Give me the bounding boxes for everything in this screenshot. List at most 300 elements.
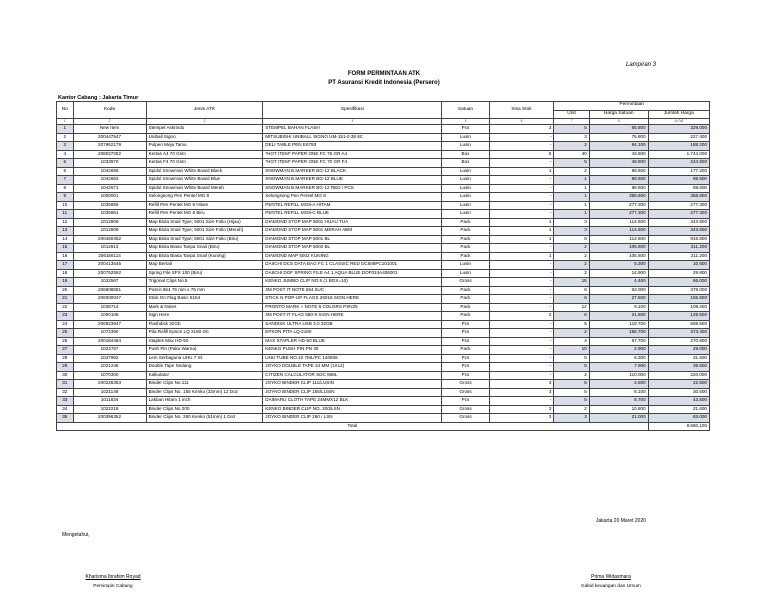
row-satuan: Lusin <box>442 193 489 202</box>
row-jenis-atk: Push Pin (Paku Warna) <box>146 346 263 355</box>
row-kode: 200413545 <box>73 261 146 270</box>
row-number: 15 <box>57 244 74 253</box>
table-row <box>57 405 710 414</box>
total-label: Total <box>57 422 649 430</box>
row-harga-satuan: 114.600 <box>589 218 648 227</box>
row-jumlah-harga: 177.200 <box>648 167 709 176</box>
row-sisa-stok: - <box>489 354 554 363</box>
row-jumlah-harga: 378.000 <box>648 286 709 295</box>
row-harga-satuan: 9.100 <box>589 303 648 312</box>
row-satuan: Pack <box>442 312 489 321</box>
row-sisa-stok: - <box>489 320 554 329</box>
row-kode: 1021148 <box>73 388 146 397</box>
row-kode: 1021246 <box>73 363 146 372</box>
row-number: 13 <box>57 227 74 236</box>
row-sisa-stok: - <box>489 184 554 193</box>
table-row <box>57 201 710 210</box>
table-row <box>57 303 710 312</box>
row-unit: 2 <box>554 329 589 338</box>
row-number: 11 <box>57 210 74 219</box>
row-number: 26 <box>57 337 74 346</box>
row-satuan: Lusin <box>442 184 489 193</box>
row-jenis-atk: Selongsong Pen Pentel MG 8 <box>146 193 263 202</box>
row-number: 18 <box>57 269 74 278</box>
row-sisa-stok: - <box>489 269 554 278</box>
header-satuan: Satuan <box>442 102 489 119</box>
branch-office-label: Kantor Cabang : Jakarta Timur <box>58 95 139 101</box>
row-number: 27 <box>57 346 74 355</box>
row-harga-satuan: 105.600 <box>589 244 648 253</box>
row-jumlah-harga: 270.800 <box>648 337 709 346</box>
table-row <box>57 337 710 346</box>
row-spesifikasi: STICK N POP-UP FLAGS 26016 SIGN HERE <box>263 295 442 304</box>
row-spesifikasi: UHU TUBE NO.10 7ML/PC 140806 <box>263 354 442 363</box>
row-kode: 1042659 <box>73 167 146 176</box>
row-unit: 6 <box>554 312 589 321</box>
row-satuan: Pack <box>442 346 489 355</box>
col-number: 3 <box>146 119 263 125</box>
row-harga-satuan: 110.000 <box>589 371 648 380</box>
row-jumlah-harga: 220.000 <box>648 371 709 380</box>
row-harga-satuan: 277.300 <box>589 210 648 219</box>
lampiran-label: Lampiran 3 <box>626 62 657 68</box>
row-jenis-atk: Stempel Askrindo <box>146 125 263 134</box>
row-unit: 40 <box>554 150 589 159</box>
row-sisa-stok: - <box>489 397 554 406</box>
row-spesifikasi: DAIICHI DCS DATA BAG FC 1 CLASSIC RED DC508PC101001 <box>263 261 442 270</box>
row-harga-satuan: 277.300 <box>589 201 648 210</box>
row-number: 21 <box>57 295 74 304</box>
row-spesifikasi: DAIMARU CLOTH TAPE 24MMX12 BLK <box>263 397 442 406</box>
request-table <box>56 101 710 431</box>
row-jumlah-harga: 343.800 <box>648 218 709 227</box>
row-harga-satuan: 105.600 <box>589 252 648 261</box>
row-sisa-stok: 1 <box>489 235 554 244</box>
row-harga-satuan: 48.900 <box>589 159 648 168</box>
row-jumlah-harga: 373.400 <box>648 329 709 338</box>
row-number: 4 <box>57 150 74 159</box>
table-row <box>57 227 710 236</box>
row-satuan: Gross <box>442 380 489 389</box>
row-spesifikasi: DIAMOND MAP 5002 KUNING <box>263 252 442 261</box>
row-unit: 5 <box>554 380 589 389</box>
row-jumlah-harga: 129.600 <box>648 312 709 321</box>
row-jenis-atk: Binder Clips No. 260 Kenko (51mm) 1 Doz <box>146 414 263 423</box>
table-row <box>57 235 710 244</box>
row-jumlah-harga: 88.600 <box>648 176 709 185</box>
table-row <box>57 210 710 219</box>
row-spesifikasi: JOYKO BINDER CLIP 155/LUSIN <box>263 388 442 397</box>
row-spesifikasi: *HOT ITEM* PAPER ONE FC 70 GR F4 <box>263 159 442 168</box>
row-harga-satuan: 4.500 <box>589 380 648 389</box>
row-jumlah-harga: 244.500 <box>648 159 709 168</box>
row-jumlah-harga: 43.500 <box>648 397 709 406</box>
col-number: 8 <box>589 119 648 125</box>
row-unit: 8 <box>554 235 589 244</box>
row-jumlah-harga: 29.800 <box>648 269 709 278</box>
row-unit: 5 <box>554 125 589 134</box>
row-spesifikasi: DIAMOND STOP MAP 5001 BL <box>263 235 442 244</box>
row-satuan: Pcs <box>442 363 489 372</box>
row-jenis-atk: Map Biola Snail Type; 5001 Size Folio (Merah) <box>146 227 263 236</box>
row-jumlah-harga: 31.500 <box>648 354 709 363</box>
row-spesifikasi: EPSON PITA LQ-2180 <box>263 329 442 338</box>
row-satuan: Pack <box>442 252 489 261</box>
row-unit: 5 <box>554 363 589 372</box>
row-jenis-atk: Post-it 654 76 mm x 76 mm <box>146 286 263 295</box>
row-unit: 2 <box>554 405 589 414</box>
row-jumlah-harga: 1.744.000 <box>648 150 709 159</box>
row-harga-satuan: 2.900 <box>589 346 648 355</box>
row-kode: 206923947 <box>73 320 146 329</box>
row-jumlah-harga: 66.000 <box>648 278 709 287</box>
row-sisa-stok: - <box>489 201 554 210</box>
row-number: 1 <box>57 125 74 134</box>
row-satuan: Pack <box>442 227 489 236</box>
row-jumlah-harga: 63.000 <box>648 414 709 423</box>
row-sisa-stok: - <box>489 278 554 287</box>
row-jumlah-harga: 29.000 <box>648 346 709 355</box>
col-number: 7 <box>554 119 589 125</box>
row-spesifikasi: KENKO JUMBO CLIP NO.5 (1 BOX=10) <box>263 278 442 287</box>
row-jenis-atk: Spring File SFX 100 (Biru) <box>146 269 263 278</box>
table-row <box>57 252 710 261</box>
row-unit: 1 <box>554 184 589 193</box>
row-number: 12 <box>57 218 74 227</box>
row-jenis-atk: Map Biola Snail Type; 5001 Size Folio (Hijau) <box>146 218 263 227</box>
row-satuan: Box <box>442 159 489 168</box>
row-kode: 1000108 <box>73 312 146 321</box>
row-number: 24 <box>57 320 74 329</box>
row-kode: 1012806 <box>73 218 146 227</box>
row-sisa-stok: - <box>489 244 554 253</box>
row-sisa-stok: - <box>489 329 554 338</box>
row-harga-satuan: 114.600 <box>589 235 648 244</box>
row-harga-satuan: 27.600 <box>589 295 648 304</box>
row-sisa-stok: - <box>489 159 554 168</box>
row-kode: 200752552 <box>73 269 146 278</box>
row-unit: 10 <box>554 346 589 355</box>
row-harga-satuan: 6.100 <box>589 388 648 397</box>
table-row <box>57 142 710 151</box>
row-harga-satuan: 7.900 <box>589 363 648 372</box>
row-unit: 2 <box>554 167 589 176</box>
table-row <box>57 329 710 338</box>
company-name: PT Asuransi Kredit Indonesia (Persero) <box>328 80 440 86</box>
row-sisa-stok: 3 <box>489 380 554 389</box>
row-number: 6 <box>57 167 74 176</box>
row-spesifikasi: KENKO PUSH PIN PN 30 <box>263 346 442 355</box>
row-jumlah-harga: 358.600 <box>648 193 709 202</box>
col-number: 4 <box>263 119 442 125</box>
row-sisa-stok: 1 <box>489 167 554 176</box>
row-sisa-stok: 3 <box>489 388 554 397</box>
row-number: 16 <box>57 252 74 261</box>
table-row <box>57 371 710 380</box>
header-unit: Unit <box>554 110 589 119</box>
row-jenis-atk: Lakban Hitam 1 inch <box>146 397 263 406</box>
table-row <box>57 193 710 202</box>
row-number: 8 <box>57 184 74 193</box>
row-satuan: Pcs <box>442 125 489 134</box>
row-satuan: Lusin <box>442 142 489 151</box>
row-sisa-stok: - <box>489 133 554 142</box>
row-kode: 1035861 <box>73 210 146 219</box>
row-unit: 5 <box>554 354 589 363</box>
row-jenis-atk: Binder Clips No.200 <box>146 405 263 414</box>
row-jenis-atk: Double Tape Sedang <box>146 363 263 372</box>
row-spesifikasi: PENTEL REFILL MG8-A HITAM <box>263 201 442 210</box>
row-jenis-atk: Sign Here <box>146 312 263 321</box>
row-jenis-atk: Lem Serbaguna UHU 7 ml <box>146 354 263 363</box>
row-jumlah-harga: 211.200 <box>648 252 709 261</box>
row-jumlah-harga: 227.400 <box>648 133 709 142</box>
table-row <box>57 261 710 270</box>
row-harga-satuan: 75.800 <box>589 133 648 142</box>
row-number: 25 <box>57 329 74 338</box>
row-spesifikasi: Selongsong Pen Pentel MG 8 <box>263 193 442 202</box>
row-jumlah-harga: 329.000 <box>648 125 709 134</box>
row-satuan: Pack <box>442 303 489 312</box>
row-satuan: Lusin <box>442 167 489 176</box>
row-satuan: Pcs <box>442 329 489 338</box>
table-row <box>57 295 710 304</box>
row-unit: 2 <box>554 252 589 261</box>
row-harga-satuan: 119.700 <box>589 320 648 329</box>
table-row <box>57 244 710 253</box>
col-number: 9=7x8 <box>648 119 709 125</box>
row-spesifikasi: DIAMOND STOP MAP 5002 BL <box>263 244 442 253</box>
row-spesifikasi: DIAMOND STOP MAP 5001 HIJAU TUA <box>263 218 442 227</box>
row-number: 19 <box>57 278 74 287</box>
row-spesifikasi: CITIZEN CALCULATOR SDC 868L <box>263 371 442 380</box>
row-kode: 200184484 <box>73 337 146 346</box>
header-jumlah-harga: Jumlah Harga <box>648 110 709 119</box>
row-jenis-atk: Pulpen Meja Tamu <box>146 142 263 151</box>
row-jumlah-harga: 343.800 <box>648 227 709 236</box>
row-satuan: Lusin <box>442 261 489 270</box>
row-jenis-atk: Map Biola Snail Type; 5001 Size Folio (Biru) <box>146 235 263 244</box>
row-unit: 3 <box>554 414 589 423</box>
row-jumlah-harga: 277.300 <box>648 201 709 210</box>
row-jenis-atk: Refill Pen Pentel MG 8 Hitam <box>146 201 263 210</box>
row-harga-satuan: 88.600 <box>589 184 648 193</box>
table-row <box>57 320 710 329</box>
table-row <box>57 363 710 372</box>
row-unit: 2 <box>554 371 589 380</box>
signatory-left-name: Kharisma Ibrahim Royad <box>85 574 141 580</box>
row-sisa-stok: - <box>489 142 554 151</box>
row-jenis-atk: Mark & Notes <box>146 303 263 312</box>
row-unit: 5 <box>554 397 589 406</box>
row-jumlah-harga: 21.600 <box>648 405 709 414</box>
row-jenis-atk: Flashdisk 32Gb <box>146 320 263 329</box>
row-satuan: Lusin <box>442 133 489 142</box>
row-harga-satuan: 94.100 <box>589 142 648 151</box>
col-number: 5 <box>442 119 489 125</box>
row-spesifikasi: SNOWMAN B.MARKER BG-12 BLACK <box>263 167 442 176</box>
row-spesifikasi: PENTEL REFILL MG8-C BLUE <box>263 210 442 219</box>
row-harga-satuan: 14.900 <box>589 269 648 278</box>
row-unit: 5 <box>554 159 589 168</box>
row-jumlah-harga: 277.300 <box>648 210 709 219</box>
row-kode: 1070300 <box>73 371 146 380</box>
row-sisa-stok: - <box>489 303 554 312</box>
row-number: 32 <box>57 388 74 397</box>
table-row <box>57 380 710 389</box>
table-row <box>57 278 710 287</box>
row-spesifikasi: STEMPEL BAHAN FLASH <box>263 125 442 134</box>
row-sisa-stok: - <box>489 286 554 295</box>
row-harga-satuan: 65.800 <box>589 125 648 134</box>
table-row <box>57 346 710 355</box>
row-spesifikasi: MAX STAPLER HD-50 BLUE <box>263 337 442 346</box>
row-jenis-atk: Pita Refill Epson LQ 2180 Ori <box>146 329 263 338</box>
row-jenis-atk: Map Biola Biasa Tanpa Snail (Kuning) <box>146 252 263 261</box>
row-kode: 1038714 <box>73 303 146 312</box>
row-kode: 200460452 <box>73 235 146 244</box>
row-sisa-stok: - <box>489 261 554 270</box>
row-unit: 1 <box>554 210 589 219</box>
row-sisa-stok: - <box>489 371 554 380</box>
row-kode: 200228363 <box>73 380 146 389</box>
row-kode: 1072390 <box>73 329 146 338</box>
row-sisa-stok: - <box>489 295 554 304</box>
row-harga-satuan: 88.600 <box>589 176 648 185</box>
row-jumlah-harga: 88.600 <box>648 184 709 193</box>
row-unit: 2 <box>554 142 589 151</box>
row-satuan: Pack <box>442 286 489 295</box>
row-spesifikasi: JOYKO BINDER CLIP 111/LUSIN <box>263 380 442 389</box>
form-title: FORM PERMINTAAN ATK <box>347 71 421 77</box>
row-kode: 208027052 <box>73 150 146 159</box>
row-kode: 1042663 <box>73 176 146 185</box>
row-kode: 1011834 <box>73 397 146 406</box>
row-jenis-atk: Spidol Snowman White Board Merah <box>146 184 263 193</box>
row-kode: 1022218 <box>73 405 146 414</box>
row-kode: 206000047 <box>73 295 146 304</box>
row-jumlah-harga: 188.200 <box>648 142 709 151</box>
row-harga-satuan: 21.600 <box>589 312 648 321</box>
row-spesifikasi: KENKO BINDER CLIP NO. 200/LSN <box>263 405 442 414</box>
header-jenis-atk: Jenis ATK <box>146 102 263 119</box>
row-kode: 1047962 <box>73 354 146 363</box>
row-harga-satuan: 6.300 <box>589 354 648 363</box>
row-jumlah-harga: 598.500 <box>648 320 709 329</box>
row-spesifikasi: 3M POST-IT FLAG 680-9 SIGN HERE <box>263 312 442 321</box>
header-spesifikasi: Spesifikasi <box>263 102 442 119</box>
row-number: 20 <box>57 286 74 295</box>
row-jenis-atk: Kertas F4 70 Gsm <box>146 159 263 168</box>
row-unit: 2 <box>554 244 589 253</box>
row-satuan: Gross <box>442 405 489 414</box>
row-satuan: Lusin <box>442 176 489 185</box>
row-unit: 5 <box>554 320 589 329</box>
row-jenis-atk: Spidol Snowman White Board Blue <box>146 176 263 185</box>
row-number: 30 <box>57 371 74 380</box>
row-sisa-stok: - <box>489 176 554 185</box>
row-unit: 1 <box>554 176 589 185</box>
header-harga-satuan: Harga Satuan <box>589 110 648 119</box>
row-kode: 207962179 <box>73 142 146 151</box>
row-number: 31 <box>57 380 74 389</box>
row-unit: 3 <box>554 227 589 236</box>
row-sisa-stok: 2 <box>489 312 554 321</box>
table-row <box>57 354 710 363</box>
row-harga-satuan: 88.600 <box>589 167 648 176</box>
table-row <box>57 150 710 159</box>
row-number: 5 <box>57 159 74 168</box>
row-number: 2 <box>57 133 74 142</box>
row-spesifikasi: MITSUBISHI UNIBALL SIGNO UM-151-0.38 6C <box>263 133 442 142</box>
row-unit: 3 <box>554 218 589 227</box>
table-row <box>57 414 710 423</box>
row-sisa-stok: - <box>489 210 554 219</box>
row-satuan: Box <box>442 150 489 159</box>
row-unit: 2 <box>554 261 589 270</box>
row-satuan: Pcs <box>442 371 489 380</box>
row-kode: 206166114 <box>73 252 146 261</box>
row-jumlah-harga: 165.600 <box>648 295 709 304</box>
signatory-right-role: Kabid keuangan dan Umum <box>581 584 641 589</box>
row-unit: 12 <box>554 303 589 312</box>
row-number: 23 <box>57 312 74 321</box>
row-harga-satuan: 358.600 <box>589 193 648 202</box>
row-jumlah-harga: 22.500 <box>648 380 709 389</box>
table-row <box>57 184 710 193</box>
row-jumlah-harga: 10.600 <box>648 261 709 270</box>
table-row <box>57 159 710 168</box>
row-satuan: Lusin <box>442 269 489 278</box>
row-jenis-atk: Map Bertali <box>146 261 263 270</box>
row-kode: 1035859 <box>73 201 146 210</box>
row-harga-satuan: 43.600 <box>589 150 648 159</box>
table-row <box>57 388 710 397</box>
signatory-right-name: Prima Widasmara <box>591 574 631 580</box>
row-kode: 200447547 <box>73 133 146 142</box>
row-satuan: Gross <box>442 414 489 423</box>
table-row <box>57 397 710 406</box>
row-kode: 1000001 <box>73 193 146 202</box>
signatory-left-role: Pemimpin Cabang <box>93 584 133 589</box>
col-number: 6 <box>489 119 554 125</box>
row-harga-satuan: 8.700 <box>589 397 648 406</box>
row-satuan: Lusin <box>442 210 489 219</box>
row-sisa-stok: 3 <box>489 414 554 423</box>
document-date: Jakarta 20 Maret 2020 <box>596 518 647 524</box>
row-spesifikasi: PRONTO MARK + NOTE 6 COLORS PSN25 <box>263 303 442 312</box>
row-jenis-atk: Refill Pen Pentel MG 8 Biru <box>146 210 263 219</box>
row-jumlah-harga: 30.500 <box>648 388 709 397</box>
row-unit: 1 <box>554 193 589 202</box>
row-jumlah-harga: 211.200 <box>648 244 709 253</box>
row-number: 28 <box>57 354 74 363</box>
row-sisa-stok: - <box>489 346 554 355</box>
row-spesifikasi: JOYKO BINDER CLIP 260 / LSN <box>263 414 442 423</box>
row-spesifikasi: DAIICHI DOF SPRING FILE A4 1 AQUA BLUE DOF024A406001 <box>263 269 442 278</box>
table-row <box>57 312 710 321</box>
row-number: 10 <box>57 201 74 210</box>
row-jumlah-harga: 39.500 <box>648 363 709 372</box>
row-number: 3 <box>57 142 74 151</box>
row-jenis-atk: Uniball Signo <box>146 133 263 142</box>
row-jenis-atk: Kertas A4 70 Gsm <box>146 150 263 159</box>
row-sisa-stok: 1 <box>489 227 554 236</box>
row-number: 33 <box>57 397 74 406</box>
row-sisa-stok: - <box>489 363 554 372</box>
row-number: 17 <box>57 261 74 270</box>
row-kode: New Item <box>73 125 146 134</box>
